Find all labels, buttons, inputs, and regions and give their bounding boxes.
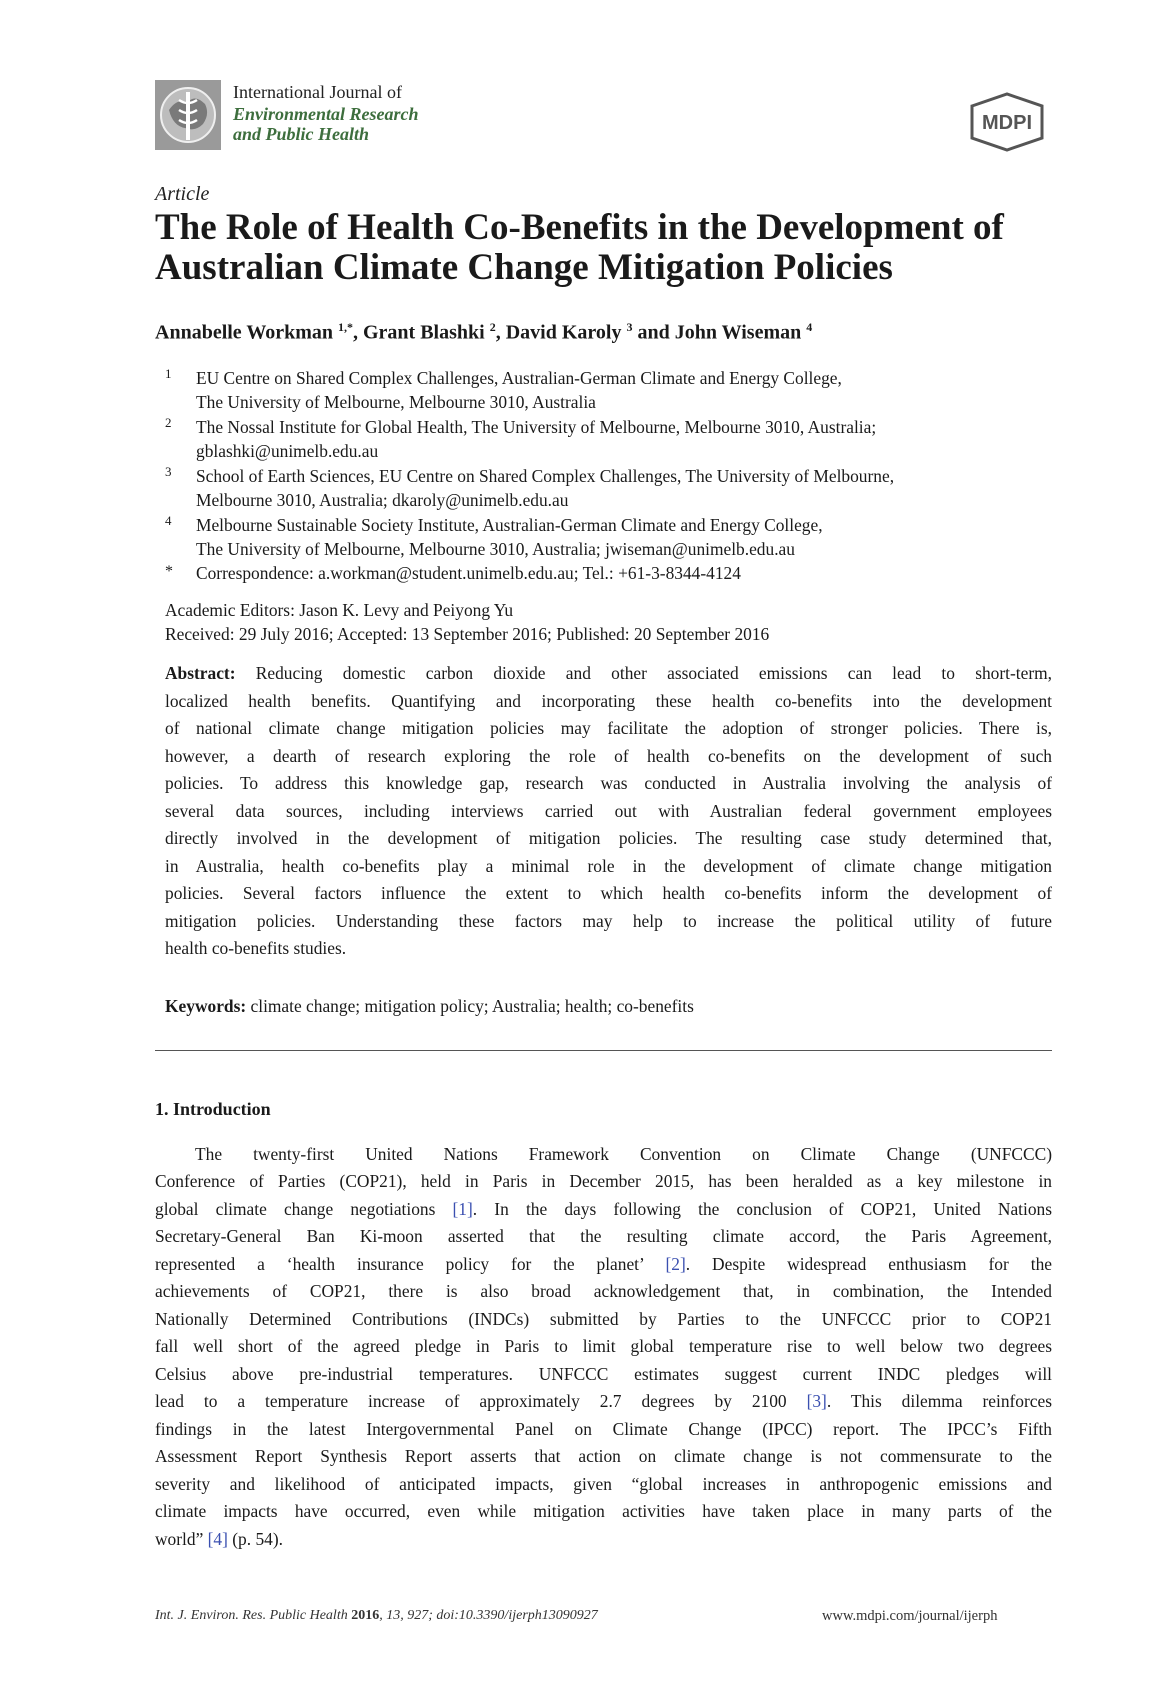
affiliation-number: 3	[165, 464, 172, 479]
publisher-name: MDPI	[982, 112, 1032, 134]
intro-line: findings in the latest Intergovernmental Panel on Climate Change (IPCC) report. The IPCC’s Fifth	[155, 1419, 1052, 1439]
abstract-label: Abstract:	[165, 663, 236, 683]
journal-name-line1: International Journal of	[233, 82, 402, 102]
abstract-line	[165, 660, 1052, 688]
intro-line: Assessment Report Synthesis Report asserts that action on climate change is not commensurate to the	[155, 1446, 1052, 1466]
intro-line	[155, 1251, 1052, 1279]
author-affiliation-marker: 3	[626, 320, 633, 334]
affiliation-line: The Nossal Institute for Global Health, The University of Melbourne, Melbourne 3010, Australia;	[196, 417, 877, 437]
intro-text: global climate change negotiations	[155, 1199, 453, 1219]
journal-logo-icon	[155, 80, 221, 150]
author-affiliation-marker: 4	[806, 320, 813, 334]
abstract-line: of national climate change mitigation policies may facilitate the adoption of stronger policies. There is,	[165, 718, 1052, 738]
intro-text: represented a ‘health insurance policy for the planet’	[155, 1254, 666, 1274]
affiliation-line: The University of Melbourne, Melbourne 3010, Australia	[196, 392, 596, 412]
intro-text: . In the days following the conclusion of COP21, United Nations	[472, 1199, 1052, 1219]
article-title: The Role of Health Co-Benefits in the Development of Australian Climate Change Mitigation Policies	[155, 207, 1004, 288]
intro-text: . Despite widespread enthusiasm for the	[685, 1254, 1052, 1274]
affiliation-number: 1	[165, 366, 172, 381]
intro-line: climate impacts have occurred, even while mitigation activities have taken place in many parts of the	[155, 1501, 1052, 1521]
intro-line: fall well short of the agreed pledge in Paris to limit global temperature rise to well below two degrees	[155, 1336, 1052, 1356]
footer-citation	[155, 1608, 598, 1624]
intro-line: Celsius above pre-industrial temperatures. UNFCCC estimates suggest current INDC pledges will	[155, 1364, 1052, 1384]
intro-line	[155, 1196, 1052, 1224]
author-name: John Wiseman	[674, 321, 802, 344]
footer-volume-doi: , 13, 927; doi:10.3390/ijerph13090927	[379, 1608, 598, 1623]
keywords-text: climate change; mitigation policy; Australia; health; co-benefits	[250, 996, 694, 1016]
journal-name-line2: Environmental Research	[233, 104, 419, 124]
publication-dates: Received: 29 July 2016; Accepted: 13 September 2016; Published: 20 September 2016	[165, 624, 770, 644]
affiliation-line: EU Centre on Shared Complex Challenges, Australian-German Climate and Energy College,	[196, 368, 842, 388]
footer-year: 2016	[351, 1608, 380, 1623]
article-type-label: Article	[155, 183, 210, 205]
author-name: Annabelle Workman	[155, 321, 333, 344]
abstract-line: policies. To address this knowledge gap, research was conducted in Australia involving the analysis of	[165, 773, 1052, 793]
citation-link[interactable]: [1]	[452, 1199, 473, 1219]
abstract-line: directly involved in the development of mitigation policies. The resulting case study determined that,	[165, 828, 1052, 848]
abstract-text: Reducing domestic carbon dioxide and other associated emissions can lead to short-term,	[255, 663, 1052, 683]
mdpi-logo-icon	[964, 92, 1050, 152]
intro-text: world”	[155, 1529, 208, 1549]
abstract-line: in Australia, health co-benefits play a minimal role in the development of climate change mitigation	[165, 856, 1052, 876]
intro-line: The twenty-first United Nations Framework Convention on Climate Change (UNFCCC)	[195, 1144, 1052, 1164]
citation-link[interactable]: [3]	[806, 1391, 827, 1411]
footer-journal-abbrev: Int. J. Environ. Res. Public Health	[155, 1608, 348, 1623]
affiliation-email[interactable]: gblashki@unimelb.edu.au	[196, 441, 379, 461]
keywords-label: Keywords:	[165, 996, 247, 1016]
intro-line: severity and likelihood of anticipated impacts, given “global increases in anthropogenic emissions and	[155, 1474, 1052, 1494]
journal-name-line3: and Public Health	[233, 124, 370, 144]
intro-line: achievements of COP21, there is also broad acknowledgement that, in combination, the Intended	[155, 1281, 1052, 1301]
intro-line: Conference of Parties (COP21), held in Paris in December 2015, has been heralded as a key milestone in	[155, 1171, 1052, 1191]
abstract-line: mitigation policies. Understanding these factors may help to increase the political utility of future	[165, 911, 1052, 931]
correspondence-marker: *	[165, 563, 173, 580]
intro-line	[155, 1526, 1052, 1554]
author-name: Grant Blashki	[363, 321, 485, 344]
intro-text: lead to a temperature increase of approximately 2.7 degrees by 2100	[155, 1391, 807, 1411]
academic-editors: Academic Editors: Jason K. Levy and Peiyong Yu	[165, 600, 514, 620]
intro-line	[155, 1388, 1052, 1416]
affiliation-number: 4	[165, 513, 172, 528]
author-affiliation-marker: 1,*	[338, 320, 353, 334]
abstract-line: localized health benefits. Quantifying and incorporating these health co-benefits into the development	[165, 691, 1052, 711]
keywords-line	[165, 996, 694, 1017]
affiliation-line: Melbourne Sustainable Society Institute, Australian-German Climate and Energy College,	[196, 515, 823, 535]
section-heading-introduction: 1. Introduction	[155, 1099, 271, 1119]
intro-text: . This dilemma reinforces	[826, 1391, 1052, 1411]
abstract-line: however, a dearth of research exploring the role of health co-benefits on the development of such	[165, 746, 1052, 766]
intro-line: Secretary-General Ban Ki-moon asserted that the resulting climate accord, the Paris Agreement,	[155, 1226, 1052, 1246]
intro-text: (p. 54).	[227, 1529, 283, 1549]
citation-link[interactable]: [4]	[207, 1529, 228, 1549]
section-divider	[155, 1050, 1052, 1051]
intro-line: Nationally Determined Contributions (INDCs) submitted by Parties to the UNFCCC prior to COP21	[155, 1309, 1052, 1329]
affiliation-line: Melbourne 3010, Australia; dkaroly@unimelb.edu.au	[196, 490, 569, 510]
abstract-line: health co-benefits studies.	[165, 938, 347, 958]
footer-journal-url[interactable]: www.mdpi.com/journal/ijerph	[822, 1608, 998, 1624]
affiliation-line: The University of Melbourne, Melbourne 3010, Australia; jwiseman@unimelb.edu.au	[196, 539, 795, 559]
author-list: Annabelle Workman $^{1,*}$, Grant Blashki $^2$, David Karoly $^3$ and John Wiseman $^4$	[155, 320, 813, 344]
affiliation-number: 2	[165, 415, 172, 430]
citation-link[interactable]: [2]	[665, 1254, 686, 1274]
correspondence-line: Correspondence: a.workman@student.unimelb.edu.au; Tel.: +61-3-8344-4124	[196, 563, 741, 583]
author-name: David Karoly	[505, 321, 622, 344]
affiliation-line: School of Earth Sciences, EU Centre on Shared Complex Challenges, The University of Melbourne,	[196, 466, 895, 486]
abstract-line: policies. Several factors influence the extent to which health co-benefits inform the development of	[165, 883, 1052, 903]
author-affiliation-marker: 2	[489, 320, 496, 334]
abstract-line: several data sources, including interviews carried out with Australian federal government employees	[165, 801, 1052, 821]
